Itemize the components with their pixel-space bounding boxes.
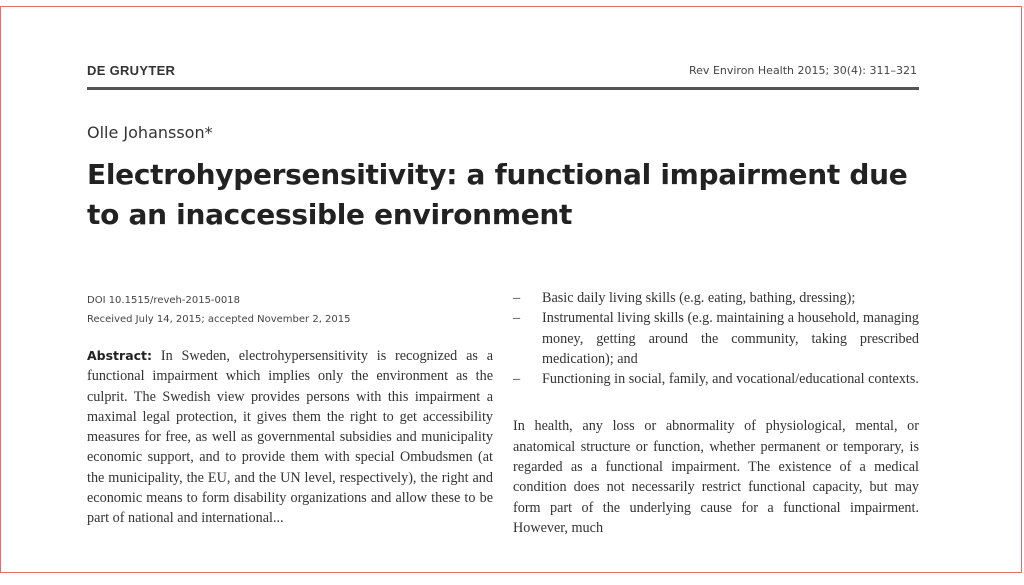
journal-citation: Rev Environ Health 2015; 30(4): 311–321	[689, 64, 917, 77]
abstract-label: Abstract:	[87, 348, 153, 363]
header-rule	[87, 87, 919, 90]
article-meta	[87, 291, 351, 329]
list-item: – Basic daily living skills (e.g. eating, bathing, dressing);	[513, 288, 919, 308]
publisher-name: DE GRUYTER	[87, 63, 176, 78]
article-title: Electrohypersensitivity: a functional impairment due to an inaccessible environment	[87, 158, 908, 231]
doi: DOI 10.1515/reveh-2015-0018	[87, 295, 240, 306]
abstract-text: In Sweden, electrohypersensitivity is recognized as a functional impairment which implies only the environment as the culprit. The Swedish view provides persons with this impairment a maximal legal protection, it gives them the right to get accessibility measures for free, as well as governmental subsidies and municipality economic support, and to provide them with special Ombudsmen (at the municipality, the EU, and the UN level, respectively), the right and economic means to form disability organizations and allow these to be part of national and international...	[87, 348, 493, 527]
list-item: – Functioning in social, family, and vocational/educational contexts.	[513, 369, 919, 389]
document-page	[0, 6, 1022, 573]
body-paragraph: In health, any loss or abnormality of physiological, mental, or anatomical structure or function, whether permanent or temporary, is regarded as a functional impairment. The existence of a medical condition does not necessarily restrict functional capacity, but may form part of the underlying cause for a functional impairment. However, much	[513, 418, 919, 536]
abstract-column	[87, 346, 493, 529]
author-name: Olle Johansson*	[87, 123, 213, 142]
list-item: – Instrumental living skills (e.g. maintaining a household, managing money, getting around the community, taking prescribed medication); and	[513, 308, 919, 369]
received-dates: Received July 14, 2015; accepted November 2, 2015	[87, 314, 351, 325]
body-column	[513, 288, 919, 538]
skills-list	[513, 288, 919, 389]
